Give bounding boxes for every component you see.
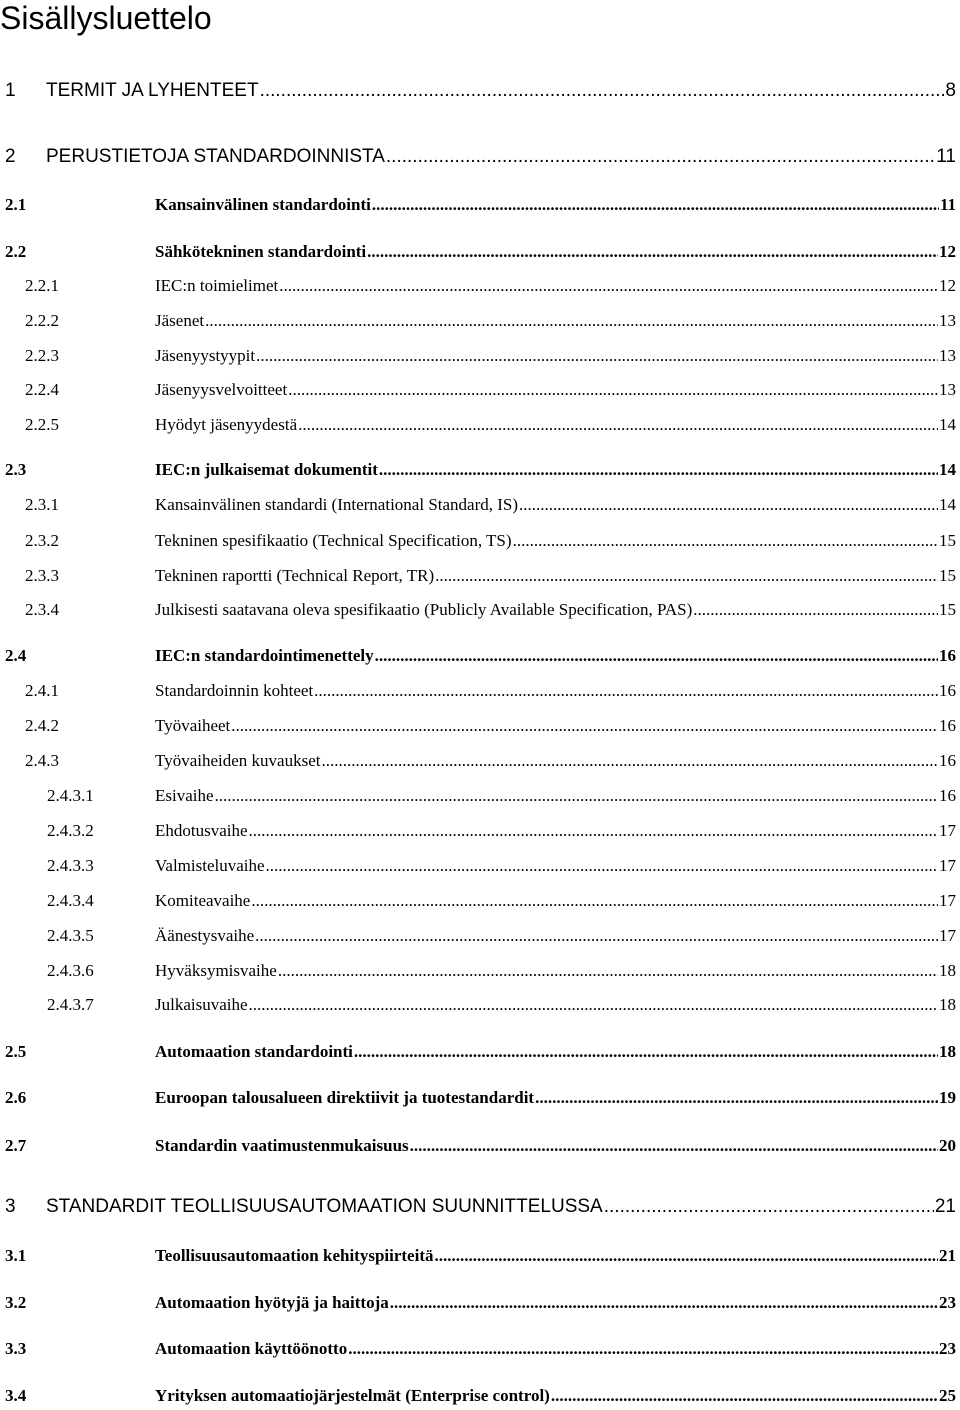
toc-entry-page: 12 — [939, 242, 956, 261]
toc-entry-leader — [215, 786, 938, 806]
toc-entry-title: Standardoinnin kohteet — [155, 681, 314, 700]
toc-entry[interactable] — [0, 531, 956, 551]
toc-entry-page: 17 — [939, 891, 956, 910]
toc-entry-leader — [513, 531, 938, 551]
toc-entry-title: IEC:n standardointimenettely — [155, 646, 374, 665]
toc-entry-title: Komiteavaihe — [155, 891, 251, 910]
toc-entry-page: 21 — [934, 1196, 956, 1217]
toc-entry-title: Automaation standardointi — [155, 1042, 353, 1061]
toc-entry-number: 3.2 — [5, 1293, 27, 1312]
toc-entry-page: 14 — [939, 415, 956, 434]
toc-entry-page: 19 — [939, 1088, 956, 1107]
toc-entry[interactable] — [0, 566, 956, 586]
toc-entry-leader — [249, 995, 938, 1015]
toc-entry[interactable] — [0, 1386, 956, 1406]
toc-entry-number: 2.3 — [5, 460, 27, 479]
toc-entry-leader — [231, 716, 938, 736]
toc-entry-number: 2.4.3.1 — [47, 786, 94, 805]
toc-entry[interactable] — [0, 495, 956, 515]
toc-entry-title: Hyväksymisvaihe — [155, 961, 277, 980]
toc-entry[interactable] — [0, 346, 956, 366]
toc-entry-title: Automaation käyttöönotto — [155, 1339, 348, 1358]
toc-entry-title: Jäsenet — [155, 311, 205, 330]
toc-entry-number: 2.4.3.6 — [47, 961, 94, 980]
toc-entry[interactable] — [0, 646, 956, 666]
toc-entry-title: Julkisesti saatavana oleva spesifikaatio (Publicly Available Specification, PAS) — [155, 600, 693, 619]
toc-entry[interactable] — [0, 380, 956, 400]
toc-entry-title: Jäsenyysvelvoitteet — [155, 380, 288, 399]
toc-entry-page: 16 — [939, 646, 956, 665]
toc-entry[interactable] — [0, 926, 956, 946]
toc-entry-title: STANDARDIT TEOLLISUUSAUTOMAATION SUUNNITTELUSSA — [46, 1196, 603, 1217]
toc-entry-page: 14 — [939, 460, 956, 479]
toc-entry-number: 2.3.2 — [25, 531, 59, 550]
toc-entry-leader — [410, 1136, 938, 1156]
toc-entry[interactable] — [0, 415, 956, 435]
toc-entry[interactable] — [0, 961, 956, 981]
toc-entry[interactable] — [0, 195, 956, 215]
toc-entry-number: 3.4 — [5, 1386, 27, 1405]
toc-entry-leader — [372, 195, 939, 215]
toc-entry-number: 2.2.2 — [25, 311, 59, 330]
toc-entry-leader — [260, 80, 945, 102]
toc-entry-number: 2.3.1 — [25, 495, 59, 514]
toc-entry-page: 16 — [939, 786, 956, 805]
toc-entry-page: 20 — [939, 1136, 956, 1155]
toc-entry-number: 3.1 — [5, 1246, 27, 1265]
toc-entry-number: 1 — [5, 80, 16, 101]
toc-entry-leader — [314, 681, 938, 701]
toc-entry-page: 15 — [939, 531, 956, 550]
toc-entry-number: 2.2.1 — [25, 276, 59, 295]
toc-entry-page: 16 — [939, 681, 956, 700]
toc-entry[interactable] — [0, 1339, 956, 1359]
toc-entry-page: 13 — [939, 311, 956, 330]
toc-entry-title: Tekninen spesifikaatio (Technical Specification, TS) — [155, 531, 512, 550]
toc-entry-page: 15 — [939, 600, 956, 619]
toc-entry[interactable] — [0, 995, 956, 1015]
toc-entry-title: Sähkötekninen standardointi — [155, 242, 367, 261]
toc-entry[interactable] — [0, 1136, 956, 1156]
toc-entry[interactable] — [0, 751, 956, 771]
toc-entry[interactable] — [0, 1246, 956, 1266]
toc-entry-title: PERUSTIETOJA STANDARDOINNISTA — [46, 146, 385, 167]
toc-entry-page: 21 — [939, 1246, 956, 1265]
toc-entry-leader — [205, 311, 938, 331]
page-title: Sisällysluettelo — [0, 0, 212, 36]
toc-entry-leader — [278, 961, 938, 981]
toc-entry-page: 17 — [939, 821, 956, 840]
toc-entry-page: 16 — [939, 716, 956, 735]
toc-entry-title: Julkaisuvaihe — [155, 995, 248, 1014]
toc-entry-page: 25 — [939, 1386, 956, 1405]
toc-entry-title: Valmisteluvaihe — [155, 856, 265, 875]
toc-entry-page: 17 — [939, 926, 956, 945]
toc-entry-number: 2.4.3.4 — [47, 891, 94, 910]
toc-entry-leader — [298, 415, 938, 435]
toc-entry-title: Jäsenyystyypit — [155, 346, 256, 365]
toc-entry-number: 2.2.3 — [25, 346, 59, 365]
toc-entry-page: 16 — [939, 751, 956, 770]
toc-entry-title: Esivaihe — [155, 786, 214, 805]
toc-entry[interactable] — [0, 242, 956, 262]
toc-entry-page: 18 — [939, 995, 956, 1014]
toc-entry-leader — [693, 600, 938, 620]
toc-entry-number: 2.4.3.7 — [47, 995, 94, 1014]
toc-entry[interactable] — [0, 276, 956, 296]
toc-entry-page: 18 — [939, 961, 956, 980]
toc-entry-leader — [348, 1339, 938, 1359]
toc-entry-number: 2.4.3.3 — [47, 856, 94, 875]
toc-entry-title: Hyödyt jäsenyydestä — [155, 415, 298, 434]
toc-entry-number: 2.4 — [5, 646, 27, 665]
toc-entry-title: IEC:n julkaisemat dokumentit — [155, 460, 378, 479]
toc-entry-leader — [354, 1042, 938, 1062]
toc-entry-number: 2.2 — [5, 242, 27, 261]
toc-entry-leader — [249, 821, 938, 841]
toc-entry[interactable] — [0, 821, 956, 841]
toc-entry-leader — [321, 751, 938, 771]
toc-entry-title: Euroopan talousalueen direktiivit ja tuotestandardit — [155, 1088, 535, 1107]
toc-entry-number: 2.4.3 — [25, 751, 59, 770]
toc-entry-leader — [535, 1088, 938, 1108]
toc-entry-number: 2.4.2 — [25, 716, 59, 735]
toc-entry-title: Työvaiheiden kuvaukset — [155, 751, 321, 770]
toc-entry[interactable] — [0, 786, 956, 806]
toc-entry-title: Työvaiheet — [155, 716, 231, 735]
toc-entry-number: 2.4.1 — [25, 681, 59, 700]
toc-entry-number: 3 — [5, 1196, 16, 1217]
toc-entry-page: 18 — [939, 1042, 956, 1061]
toc-entry[interactable] — [0, 1293, 956, 1313]
toc-entry-number: 2.5 — [5, 1042, 27, 1061]
toc-entry[interactable] — [0, 311, 956, 331]
toc-entry-title: Standardin vaatimustenmukaisuus — [155, 1136, 409, 1155]
toc-entry-number: 3.3 — [5, 1339, 27, 1358]
toc-entry-page: 15 — [939, 566, 956, 585]
toc-entry[interactable] — [0, 1088, 956, 1108]
toc-entry-page: 23 — [939, 1339, 956, 1358]
toc-entry-number: 2.6 — [5, 1088, 27, 1107]
toc-entry-number: 2.4.3.5 — [47, 926, 94, 945]
toc-entry-number: 2.2.5 — [25, 415, 59, 434]
toc-entry[interactable] — [0, 600, 956, 620]
toc-entry-page: 11 — [936, 146, 956, 167]
toc-entry[interactable] — [0, 80, 956, 102]
toc-entry-leader — [390, 1293, 938, 1313]
toc-entry[interactable] — [0, 1196, 956, 1218]
toc-entry-title: Teollisuusautomaation kehityspiirteitä — [155, 1246, 434, 1265]
toc-entry-leader — [288, 380, 938, 400]
toc-entry[interactable] — [0, 460, 956, 480]
toc-entry-number: 2.3.3 — [25, 566, 59, 585]
toc-entry-page: 8 — [945, 80, 956, 101]
toc-entry-leader — [255, 926, 938, 946]
toc-entry-leader — [367, 242, 938, 262]
toc-entry-leader — [375, 646, 938, 666]
toc-entry-leader — [256, 346, 938, 366]
toc-entry-number: 2.4.3.2 — [47, 821, 94, 840]
toc-entry-title: Ehdotusvaihe — [155, 821, 248, 840]
toc-entry-page: 14 — [939, 495, 956, 514]
toc-entry[interactable] — [0, 716, 956, 736]
toc-entry-number: 2.3.4 — [25, 600, 59, 619]
toc-entry-leader — [266, 856, 938, 876]
toc-entry-number: 2 — [5, 146, 16, 167]
toc-entry-number: 2.7 — [5, 1136, 27, 1155]
toc-entry-title: Kansainvälinen standardi (International Standard, IS) — [155, 495, 519, 514]
toc-entry-page: 17 — [939, 856, 956, 875]
toc-entry[interactable] — [0, 856, 956, 876]
toc-entry-title: Tekninen raportti (Technical Report, TR) — [155, 566, 435, 585]
toc-entry-number: 2.1 — [5, 195, 27, 214]
toc-entry-title: Kansainvälinen standardointi — [155, 195, 371, 214]
toc-entry-leader — [251, 891, 938, 911]
toc-entry-page: 13 — [939, 346, 956, 365]
toc-entry-leader — [519, 495, 938, 515]
toc-entry-leader — [604, 1196, 934, 1218]
toc-entry-leader — [386, 146, 935, 168]
toc-entry-page: 11 — [939, 195, 956, 214]
toc-entry-leader — [435, 566, 938, 586]
toc-entry-title: IEC:n toimielimet — [155, 276, 279, 295]
toc-entry-leader — [435, 1246, 939, 1266]
toc-entry-page: 12 — [939, 276, 956, 295]
toc-entry[interactable] — [0, 146, 956, 168]
toc-entry-leader — [551, 1386, 938, 1406]
toc-entry-leader — [379, 460, 938, 480]
toc-entry-title: Automaation hyötyjä ja haittoja — [155, 1293, 389, 1312]
toc-entry-title: Äänestysvaihe — [155, 926, 255, 945]
toc-entry-page: 13 — [939, 380, 956, 399]
toc-entry[interactable] — [0, 1042, 956, 1062]
toc-entry-page: 23 — [939, 1293, 956, 1312]
toc-entry[interactable] — [0, 681, 956, 701]
toc-entry-title: TERMIT JA LYHENTEET — [46, 80, 259, 101]
toc-entry[interactable] — [0, 891, 956, 911]
toc-entry-title: Yrityksen automaatiojärjestelmät (Enterprise control) — [155, 1386, 550, 1405]
toc-entry-leader — [279, 276, 938, 296]
toc-entry-number: 2.2.4 — [25, 380, 59, 399]
